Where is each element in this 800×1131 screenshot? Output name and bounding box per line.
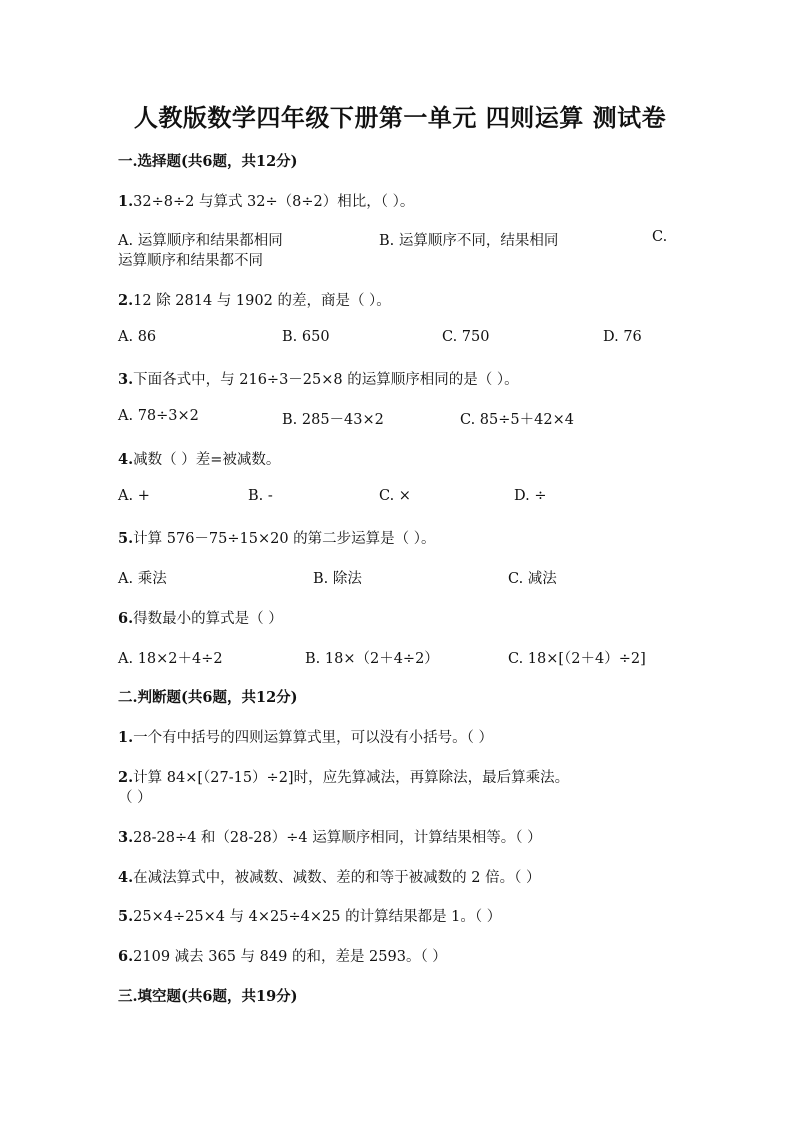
- question-number: 3.: [118, 829, 134, 846]
- question-3: [118, 368, 519, 389]
- section-heading-choice: 一.选择题(共6题，共12分): [118, 153, 298, 170]
- option-c-continued: 运算顺序和结果都不同: [118, 253, 263, 269]
- option-a: A. 乘法: [118, 571, 167, 587]
- option-a: A. +: [118, 488, 150, 504]
- option-a: A. 78÷3×2: [118, 408, 199, 424]
- question-text: 减数（ ）差=被减数。: [133, 452, 281, 468]
- judgment-2: [118, 766, 569, 787]
- question-number: 5.: [118, 908, 134, 925]
- question-number: 2.: [118, 292, 134, 309]
- question-text: 32÷8÷2 与算式 32÷（8÷2）相比，（ ）。: [133, 194, 415, 210]
- option-a: A. 18×2＋4÷2: [118, 651, 223, 667]
- judgment-1: [118, 726, 493, 747]
- question-text: 25×4÷25×4 与 4×25÷4×25 的计算结果都是 1。（ ）: [133, 909, 502, 925]
- question-number: 6.: [118, 948, 134, 965]
- option-c: C. ×: [379, 488, 411, 504]
- question-number: 2.: [118, 769, 134, 786]
- question-text: 28-28÷4 和（28-28）÷4 运算顺序相同，计算结果相等。（ ）: [133, 830, 542, 846]
- judgment-5: [118, 905, 501, 926]
- question-text: 2109 减去 365 与 849 的和，差是 2593。（ ）: [133, 949, 447, 965]
- option-c: C. 85÷5＋42×4: [460, 412, 574, 428]
- question-text: 计算 84×[（27-15）÷2]时，应先算减法，再算除法，最后算乘法。: [133, 770, 570, 786]
- option-b: B. 除法: [313, 571, 362, 587]
- option-b: B. 运算顺序不同，结果相同: [379, 233, 559, 249]
- question-text: 在减法算式中，被减数、减数、差的和等于被减数的 2 倍。（ ）: [133, 870, 541, 886]
- judgment-3: [118, 826, 542, 847]
- option-a: A. 86: [118, 329, 157, 345]
- question-number: 4.: [118, 451, 134, 468]
- question-4: [118, 448, 280, 469]
- option-b: B. 285－43×2: [282, 412, 384, 428]
- page-title: 人教版数学四年级下册第一单元 四则运算 测试卷: [133, 103, 667, 132]
- question-6: [118, 607, 283, 628]
- option-a: A. 运算顺序和结果都相同: [118, 233, 283, 249]
- option-c: C. 18×[（2＋4）÷2]: [508, 651, 646, 667]
- option-d: D. ÷: [514, 488, 547, 504]
- option-b: B. 650: [282, 329, 330, 345]
- question-text: 计算 576－75÷15×20 的第二步运算是（ ）。: [133, 531, 436, 547]
- section-heading-fill-in: 三.填空题(共6题，共19分): [118, 988, 298, 1005]
- section-heading-judgment: 二.判断题(共6题，共12分): [118, 689, 298, 706]
- question-5: [118, 527, 436, 548]
- question-number: 1.: [118, 193, 134, 210]
- question-number: 1.: [118, 729, 134, 746]
- option-c: C. 减法: [508, 571, 557, 587]
- judgment-2-answer-blank: （ ）: [118, 790, 152, 806]
- judgment-4: [118, 866, 540, 887]
- question-2: [118, 289, 391, 310]
- question-number: 5.: [118, 530, 134, 547]
- judgment-6: [118, 945, 447, 966]
- question-text: 得数最小的算式是（ ）: [133, 611, 283, 627]
- option-c: C.: [652, 229, 668, 245]
- question-number: 6.: [118, 610, 134, 627]
- question-text: 下面各式中，与 216÷3－25×8 的运算顺序相同的是（ ）。: [133, 372, 519, 388]
- option-c: C. 750: [442, 329, 490, 345]
- option-b: B. -: [248, 488, 273, 504]
- question-number: 4.: [118, 869, 134, 886]
- question-number: 3.: [118, 371, 134, 388]
- question-1: [118, 190, 414, 211]
- option-b: B. 18×（2＋4÷2）: [305, 651, 439, 667]
- question-text: 12 除 2814 与 1902 的差，商是（ ）。: [133, 293, 391, 309]
- option-d: D. 76: [603, 329, 642, 345]
- question-text: 一个有中括号的四则运算算式里，可以没有小括号。（ ）: [133, 730, 493, 746]
